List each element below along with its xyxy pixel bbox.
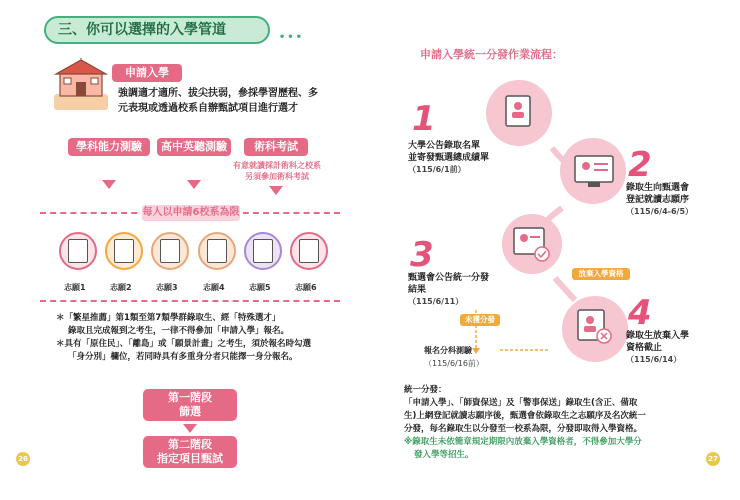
step1-line2: 並寄發甄選總成績單: [408, 153, 490, 163]
choice-icon-3: [151, 232, 189, 270]
step2-text: [626, 182, 693, 218]
choice-icon-5: [244, 232, 282, 270]
arrow-down-icon: [183, 424, 197, 433]
art-note: [222, 160, 332, 182]
choice-icon-2: [105, 232, 143, 270]
side-note: [424, 344, 484, 370]
document-icon: [500, 92, 540, 132]
choice-label-3: 志願3: [156, 283, 178, 292]
unify-line2: 生)上網登記就讀志願序後，甄選會依錄取生之志願序及名次統一: [404, 411, 646, 421]
limit-banner: 每人以申請6校系為限: [142, 205, 240, 221]
choice-icon-4: [198, 232, 236, 270]
side-line1: 報名分科測驗: [424, 346, 472, 355]
choice-label-6: 志願6: [295, 283, 317, 292]
choice-label-2: 志願2: [110, 283, 132, 292]
flow-title: 申請入學統一分發作業流程：: [420, 48, 563, 61]
choice-label-1: 志願1: [64, 283, 86, 292]
step2-line1: 錄取生向甄選會: [626, 183, 690, 193]
step2-number: 2: [628, 145, 652, 185]
arrow-down-icon: [269, 186, 283, 195]
exam-art: 術科考試: [244, 138, 308, 156]
step4-text: [626, 330, 689, 366]
step3-line1: 甄選會公告統一分發: [408, 273, 490, 283]
page-number-right: 27: [706, 452, 720, 466]
arrow-down-icon: [187, 180, 201, 189]
step1-text: [408, 140, 489, 176]
step2-date: （115/6/4-6/5）: [626, 207, 694, 216]
step4-line1: 錄取生放棄入學: [626, 331, 690, 341]
stage1-line2: 篩選: [179, 405, 201, 418]
step3-line2: 結果: [408, 285, 427, 295]
rejected-document-icon: [574, 308, 618, 348]
step3-number: 3: [410, 235, 434, 275]
section-title: [44, 16, 304, 44]
choice-icon-1: [59, 232, 97, 270]
step4-line2: 資格截止: [626, 343, 663, 353]
warning-line1: ※錄取生未依簡章規定期限內放棄入學資格者，不得參加大學分: [404, 437, 642, 447]
step1-number: 1: [412, 99, 436, 139]
note2-line2: 「身分別」欄位，若同時具有多重身分者只能擇一身分報名。: [68, 352, 298, 362]
step1-line1: 大學公告錄取名單: [408, 141, 481, 151]
step1-date: （115/6/1前）: [408, 165, 466, 174]
note2-line1: ＊具有「原住民」、「離島」或「願景計畫」之考生，須於報名時勾選: [56, 339, 312, 349]
unify-line3: 分發，每名錄取生以分發至一校系為限，分發即取得入學資格。: [404, 424, 643, 434]
unify-title: 統一分發：: [404, 385, 447, 395]
stage1-box: [143, 389, 237, 421]
unify-line1: 「申請入學」、「師資保送」及「警事保送」錄取生(含正、備取: [404, 398, 638, 408]
step2-line2: 登記就讀志願序: [626, 195, 690, 205]
stage2-box: [143, 436, 237, 468]
school-icon: [50, 58, 112, 112]
decorative-dots: •••: [278, 32, 304, 43]
art-note-line2: 另須參加術科考試: [245, 172, 309, 181]
step4-number: 4: [628, 293, 652, 333]
apply-description: [118, 86, 358, 116]
unify-explanation: [404, 384, 714, 462]
computer-icon: [572, 152, 616, 192]
notes: [56, 312, 356, 364]
choice-icon-6: [290, 232, 328, 270]
exam-gsat: 學科能力測驗: [68, 138, 150, 156]
note1-line1: ＊「繁星推薦」第1類至第7類學群錄取生、經「特殊選才」: [56, 313, 281, 323]
step4-date: （115/6/14）: [626, 355, 682, 364]
step3-date: （115/6/11）: [408, 297, 464, 306]
not-assigned-tag: 未獲分發: [460, 314, 500, 326]
choice-label-4: 志願4: [203, 283, 225, 292]
exam-english-listening: 高中英聽測驗: [157, 138, 231, 156]
step3-text: [408, 272, 489, 308]
arrow-down-icon: [102, 180, 116, 189]
note1-line2: 錄取且完成報到之考生，一律不得參加「申請入學」報名。: [68, 326, 290, 336]
give-up-tag: 放棄入學資格: [572, 268, 630, 280]
choice-label-5: 志願5: [249, 283, 271, 292]
apply-desc-line2: 元表現或透過校系自辦甄試項目進行選才: [118, 103, 298, 114]
checked-document-icon: [510, 226, 554, 266]
dashed-divider: [40, 300, 340, 302]
section-title-text: 三、你可以選擇的入學管道: [58, 22, 226, 38]
page-number-left: 26: [16, 452, 30, 466]
stage2-line2: 指定項目甄試: [157, 452, 223, 465]
warning-line2: 發入學等招生。: [414, 450, 474, 460]
flow-arrows: [400, 70, 700, 370]
stage2-line1: 第二階段: [168, 438, 212, 451]
stage1-line1: 第一階段: [168, 391, 212, 404]
apply-desc-line1: 強調適才適所、拔尖扶弱，參採學習歷程、多: [118, 88, 318, 99]
art-note-line1: 有意就讀採計術科之校系: [233, 161, 321, 170]
side-line2: （115/6/16前）: [424, 359, 484, 368]
apply-label: 申請入學: [112, 64, 182, 82]
